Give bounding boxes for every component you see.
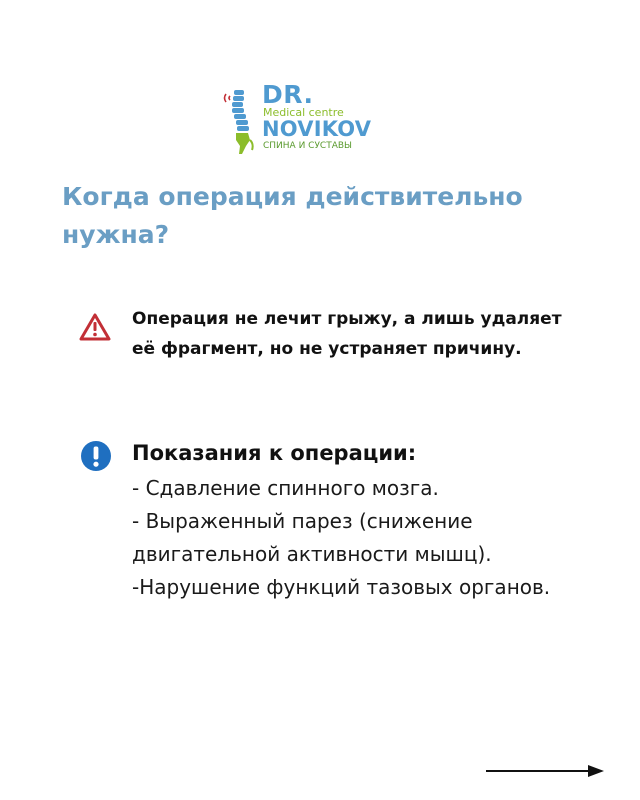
indications-list [132,472,592,604]
exclamation-icon [80,440,112,472]
list-item: -Нарушение функций тазовых органов. [132,575,551,599]
warning-icon [79,312,111,342]
page-title: Когда операция действительно нужна? [62,182,523,249]
next-arrow-icon[interactable] [486,763,606,779]
warning-text: Операция не лечит грыжу, а лишь удаляет её фрагмент, но не устраняет причину. [132,309,562,359]
logo-novikov-text: NOVIKOV [262,117,372,141]
list-item: - Сдавление спинного мозга. [132,476,439,500]
clinic-logo [222,82,372,156]
logo-medical-centre-text: Medical centre [263,106,344,119]
list-item: - Выраженный парез (снижение двигательной активности мышц). [132,509,492,566]
spine-logo-icon [222,84,258,156]
logo-subtitle-text: СПИНА И СУСТАВЫ [263,141,352,151]
indications-title: Показания к операции: [132,441,417,465]
logo-dr-text: DR. [262,80,314,109]
